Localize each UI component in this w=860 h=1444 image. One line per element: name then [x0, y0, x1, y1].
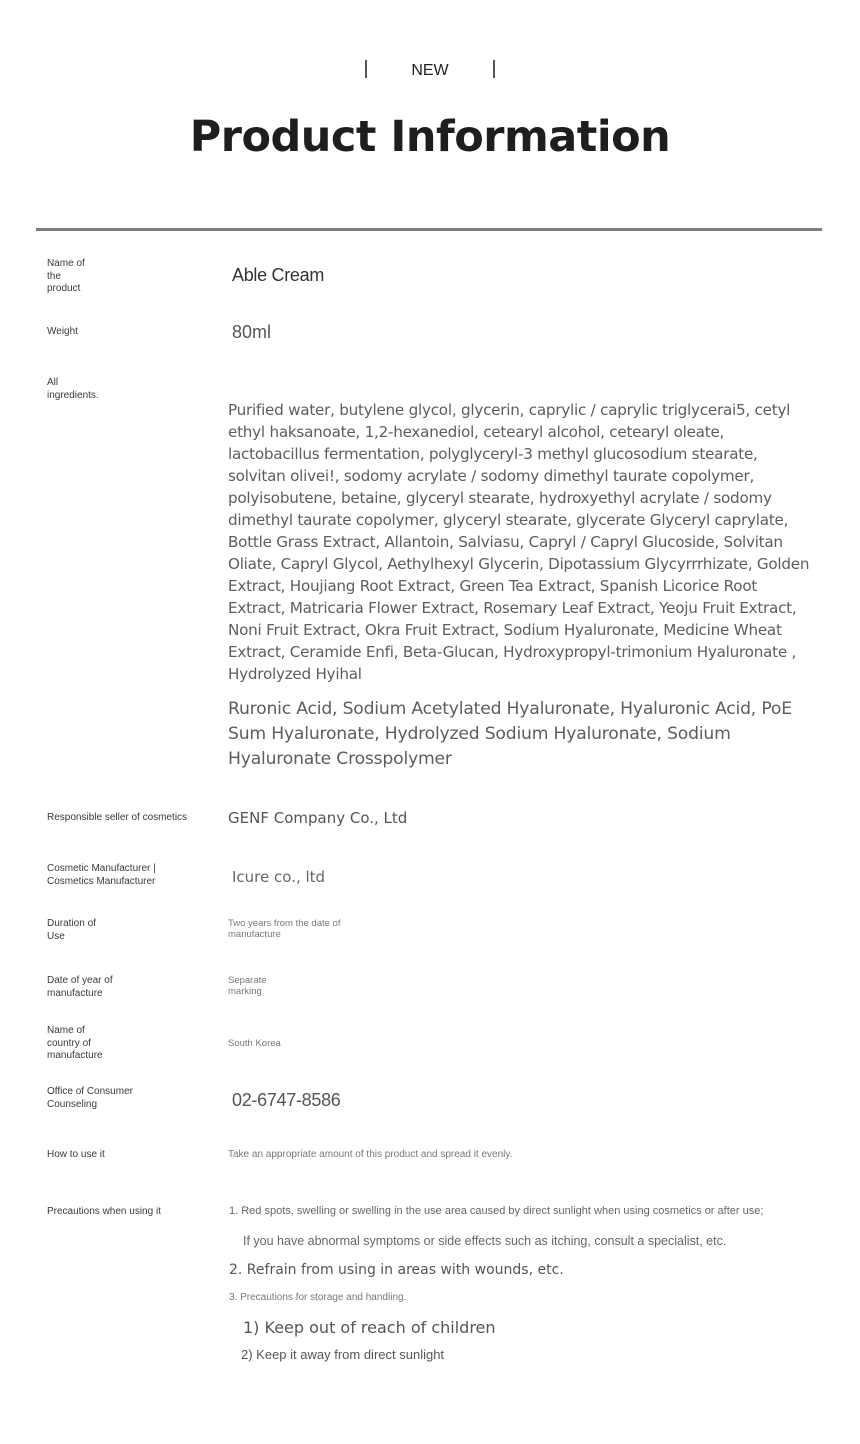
value-consumer-office: 02-6747-8586 — [232, 1090, 341, 1110]
value-manufacturer: Icure co., ltd — [232, 868, 326, 886]
label-precautions: Precautions when using it — [47, 1206, 161, 1217]
label-how-to-use: How to use it — [47, 1149, 105, 1160]
label-consumer-office: Office of Consumer Counseling — [47, 1086, 133, 1110]
precaution-item: 2. Refrain from using in areas with wounds, etc. — [229, 1262, 564, 1278]
value-product-name: Able Cream — [232, 265, 325, 285]
label-manufacturer: Cosmetic Manufacturer | Cosmetics Manufacturer — [47, 863, 156, 887]
precaution-item: 1. Red spots, swelling or swelling in the use area caused by direct sunlight when using cosmetics or after use; — [229, 1205, 764, 1217]
page-title: Product Information — [189, 112, 671, 162]
header-tag — [0, 58, 860, 80]
label-weight: Weight — [47, 326, 78, 337]
value-weight: 80ml — [232, 322, 272, 342]
tag-label: NEW — [411, 62, 449, 79]
precaution-item: 2) Keep it away from direct sunlight — [241, 1347, 445, 1362]
value-ingredients-part1: Purified water, butylene glycol, glycerin, caprylic / caprylic triglycerai5, cetyl ethyl haksanoate, 1,2-hexanediol, cetearyl alcohol, cetearyl oleate, lactobacillus fermentation, polyglyceryl-3 methyl glucosodium stearate, solvitan olivei!, sodomy acrylate / sodomy dimethyl taurate copolymer, polyisobutene, betaine, glyceryl stearate, hydroxyethyl acrylate / sodomy dimethyl taurate copolymer, glyceryl stearate, glycerate Glyceryl caprylate, Bottle Grass Extract, Allantoin, Salviasu, Capryl / Capryl Glucoside, Solvitan Oliate, Capryl Glycol, Aethylhexyl Glycerin, Dipotassium Glycyrrrhizate, Golden Extract, Houjiang Root Extract, Green Tea Extract, Spanish Licorice Root Extract, Matricaria Flower Extract, Rosemary Leaf Extract, Yeoju Fruit Extract, Noni Fruit Extract, Okra Fruit Extract, Sodium Hyaluronate, Medicine Wheat Extract, Ceramide Enfi, Beta-Glucan, Hydroxypropyl-trimonium Hyaluronate , Hydrolyzed Hyihal — [228, 401, 810, 683]
label-ingredients: All ingredients. — [47, 377, 99, 401]
label-product-name: Name of the product — [47, 258, 85, 294]
value-how-to-use: Take an appropriate amount of this product and spread it evenly. — [228, 1149, 513, 1160]
value-date-of-manufacture: Separate marking — [228, 975, 267, 997]
value-ingredients-part2: Ruronic Acid, Sodium Acetylated Hyaluronate, Hyaluronic Acid, PoE Sum Hyaluronate, Hydrolyzed Sodium Hyaluronate, Sodium Hyaluronate Crosspolymer — [228, 699, 792, 769]
title-divider — [36, 228, 822, 231]
precaution-item: 1) Keep out of reach of children — [243, 1318, 496, 1337]
value-seller: GENF Company Co., Ltd — [228, 809, 408, 827]
value-country: South Korea — [228, 1038, 281, 1049]
label-country: Name of country of manufacture — [47, 1025, 103, 1061]
precaution-item: 3. Precautions for storage and handling. — [229, 1292, 407, 1303]
label-duration: Duration of Use — [47, 918, 96, 942]
value-duration: Two years from the date of manufacture — [228, 918, 341, 940]
label-seller: Responsible seller of cosmetics — [47, 812, 188, 823]
label-date-of-manufacture: Date of year of manufacture — [47, 975, 113, 999]
precaution-item: If you have abnormal symptoms or side effects such as itching, consult a specialist, etc. — [243, 1234, 727, 1248]
tag-right-bar — [493, 60, 495, 78]
